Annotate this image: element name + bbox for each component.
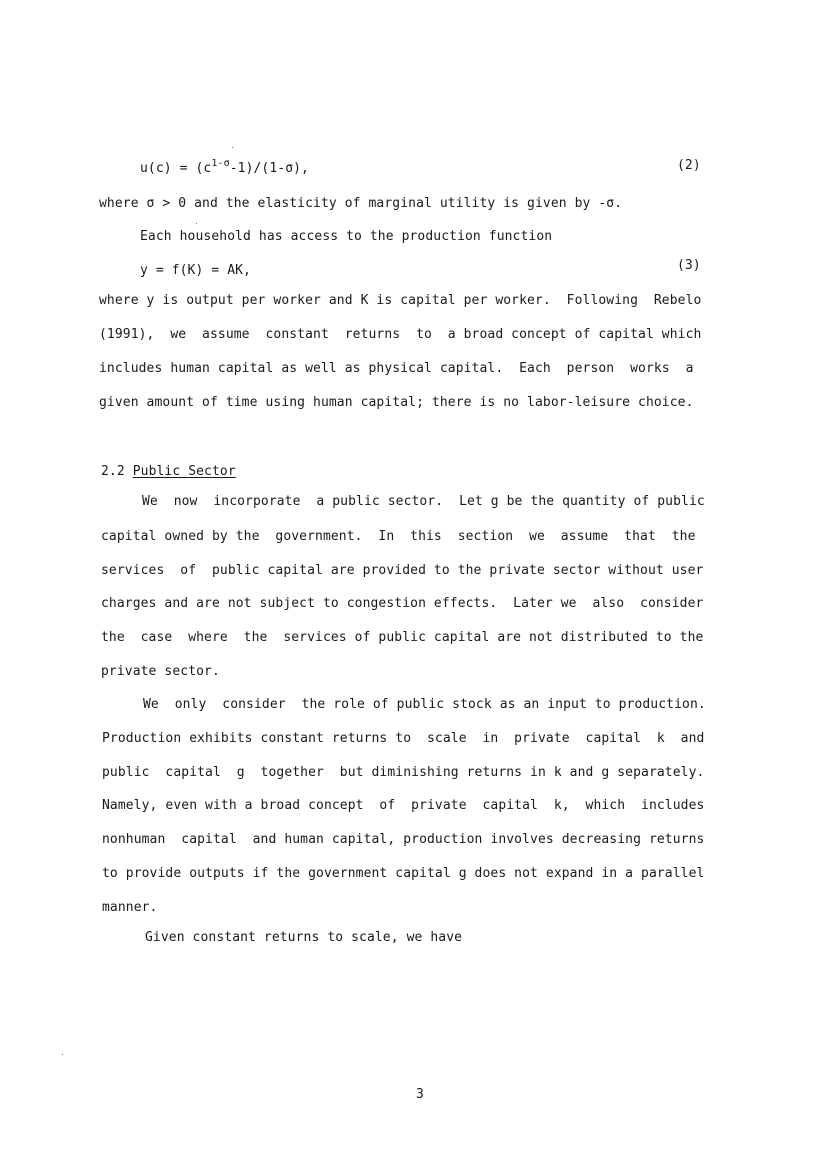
equation-2 [140,158,309,177]
paragraph-5-line-5: nonhuman capital and human capital, production involves decreasing returns [102,832,705,847]
paragraph-4-line-5: the case where the services of public capital are not distributed to the [101,630,704,645]
paragraph-3-line-1: where y is output per worker and K is capital per worker. Following Rebelo [99,293,702,308]
paragraph-5-line-2: Production exhibits constant returns to scale in private capital k and [102,731,705,746]
scan-speck [62,1054,63,1055]
paragraph-5-line-1: We only consider the role of public stock as an input to production. [143,697,706,712]
paragraph-4-line-6: private sector. [101,664,220,679]
paragraph-6: Given constant returns to scale, we have [145,930,463,945]
page-number: 3 [416,1087,424,1102]
section-number: 2.2 [101,464,125,479]
paragraph-3-line-4: given amount of time using human capital; there is no labor-leisure choice. [99,395,694,410]
equation-2-number: (2) [677,158,701,173]
paragraph-1: where σ > 0 and the elasticity of marginal utility is given by -σ. [99,196,623,211]
paragraph-4-line-3: services of public capital are provided to the private sector without user [101,563,704,578]
scan-speck [232,147,233,148]
equation-3-number: (3) [677,258,701,273]
section-title: Public Sector [132,464,236,479]
paragraph-5-line-6: to provide outputs if the government capital g does not expand in a parallel [102,866,705,881]
paragraph-5-line-4: Namely, even with a broad concept of private capital k, which includes [102,798,705,813]
paragraph-4-line-4: charges and are not subject to congestion effects. Later we also consider [101,596,704,611]
scan-speck [196,223,197,224]
paragraph-4-line-1: We now incorporate a public sector. Let g be the quantity of public [142,494,705,509]
equation-2-exponent: 1-σ [211,158,230,169]
paragraph-5-line-3: public capital g together but diminishing returns in k and g separately. [102,765,705,780]
equation-2-rhs: -1)/(1-σ), [229,161,309,176]
paragraph-3-line-3: includes human capital as well as physical capital. Each person works a [99,361,694,376]
section-heading [101,464,236,480]
paragraph-2: Each household has access to the production function [140,229,553,244]
equation-2-lhs: u(c) = (c [140,161,212,176]
paragraph-3-line-2: (1991), we assume constant returns to a broad concept of capital which [99,327,702,342]
paragraph-4-line-2: capital owned by the government. In this section we assume that the [101,529,696,544]
paragraph-5-line-7: manner. [102,900,158,915]
equation-3: y = f(K) = AK, [140,263,251,278]
